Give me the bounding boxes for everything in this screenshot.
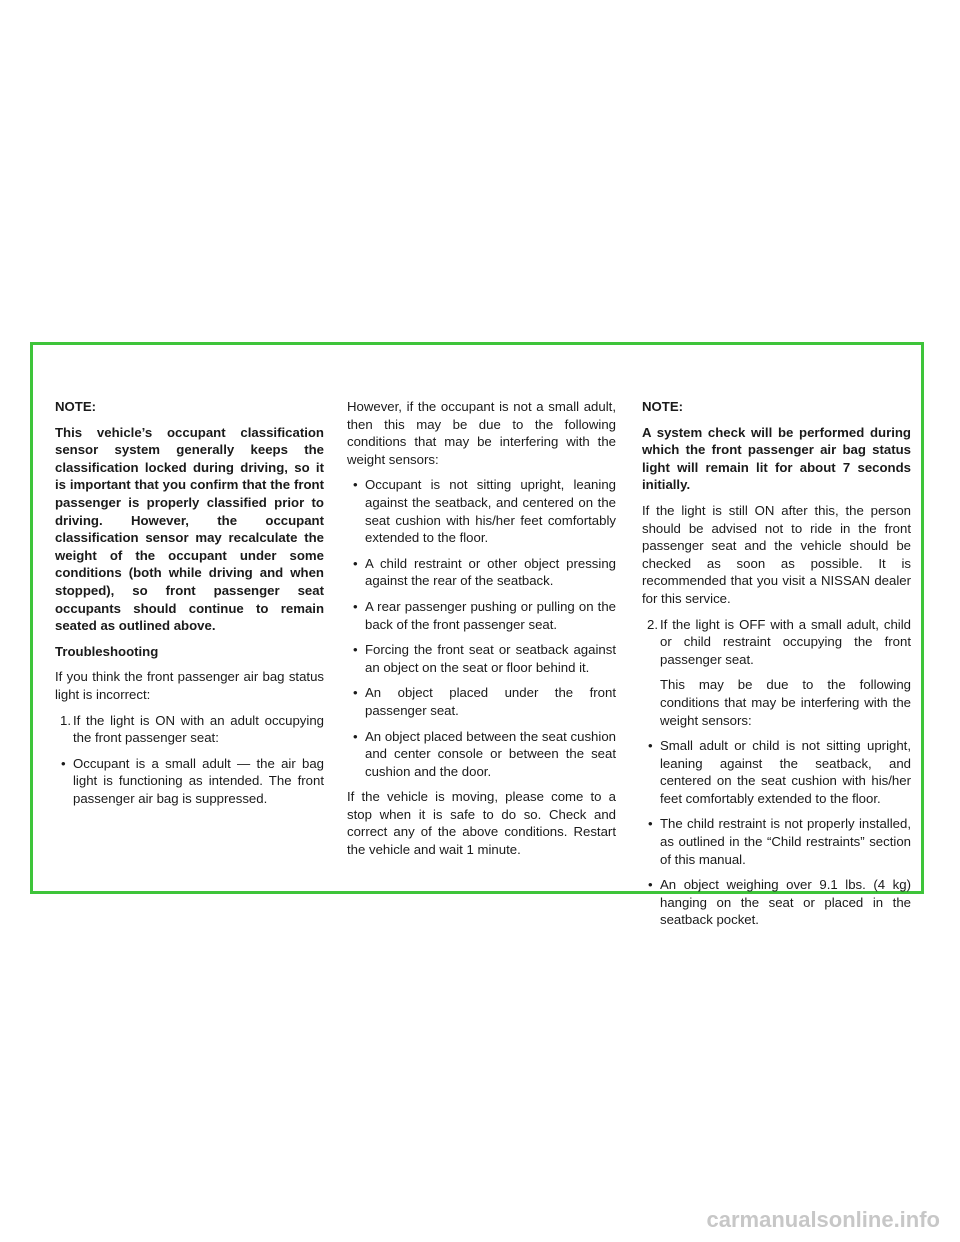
column-3	[642, 398, 911, 937]
bullet-item: • Small adult or child is not sitting upright, leaning against the seatback, and centered on the seat cushion with his/her feet comfortably extended to the floor.	[642, 737, 911, 807]
intro-paragraph: If you think the front passenger air bag status light is incorrect:	[55, 669, 324, 702]
bullet-item: • A child restraint or other object pressing against the rear of the seatback.	[347, 555, 616, 590]
bullet-item: • A rear passenger pushing or pulling on the back of the front passenger seat.	[347, 598, 616, 633]
intro-paragraph: However, if the occupant is not a small adult, then this may be due to the following conditions that may be interfering with the weight sensors:	[347, 399, 616, 467]
column-1	[55, 398, 324, 815]
item-text: If the light is OFF with a small adult, child or child restraint occupying the front passenger seat.	[660, 616, 911, 667]
bullet-item: • Forcing the front seat or seatback against an object on the seat or floor behind it.	[347, 641, 616, 676]
bullet-item: • Occupant is a small adult — the air bag light is functioning as intended. The front passenger air bag is suppressed.	[55, 755, 324, 808]
note-body: This vehicle’s occupant classification sensor system generally keeps the classification locked during driving, so it is important that you confirm that the front passenger is properly classified prior to driving. However, the occupant classification sensor may recalculate the weight of the occupant under some conditions (both while driving and when stopped), so front passenger seat occupants should continue to remain seated as outlined above.	[55, 424, 324, 634]
watermark: carmanualsonline.info	[706, 1207, 940, 1232]
bullet-item: • An object placed under the front passenger seat.	[347, 684, 616, 719]
bullet-item: • Occupant is not sitting upright, leaning against the seatback, and centered on the seat cushion with his/her feet comfortably extended to the floor.	[347, 476, 616, 546]
numbered-item-2	[642, 616, 911, 669]
section-heading: Troubleshooting	[55, 643, 159, 659]
closing-paragraph: If the vehicle is moving, please come to a stop when it is safe to do so. Check and correct any of the above conditions. Restart the vehicle and wait 1 minute.	[347, 789, 616, 858]
sub-paragraph: This may be due to the following conditions that may be interfering with the weight sensors:	[660, 677, 911, 728]
numbered-item-1	[55, 712, 324, 747]
note-label: NOTE:	[642, 399, 684, 414]
item-number: 1.	[60, 712, 71, 728]
bullet-item: • An object placed between the seat cushion and center console or between the seat cushion and the door.	[347, 728, 616, 781]
note-body: A system check will be performed during which the front passenger air bag status light will remain lit for about 7 seconds initially.	[642, 424, 911, 493]
body-paragraph: If the light is still ON after this, the person should be advised not to ride in the front passenger seat and the vehicle should be checked as soon as possible. It is recommended that you visit a NISSAN dealer for this service.	[642, 502, 911, 606]
item-number: 2.	[647, 616, 658, 632]
bullet-item: • An object weighing over 9.1 lbs. (4 kg) hanging on the seat or placed in the seatback pocket.	[642, 876, 911, 929]
note-label: NOTE:	[55, 399, 97, 414]
bullet-item: • The child restraint is not properly installed, as outlined in the “Child restraints” section of this manual.	[642, 815, 911, 868]
column-2	[347, 398, 616, 867]
item-text: If the light is ON with an adult occupying the front passenger seat:	[73, 712, 324, 746]
